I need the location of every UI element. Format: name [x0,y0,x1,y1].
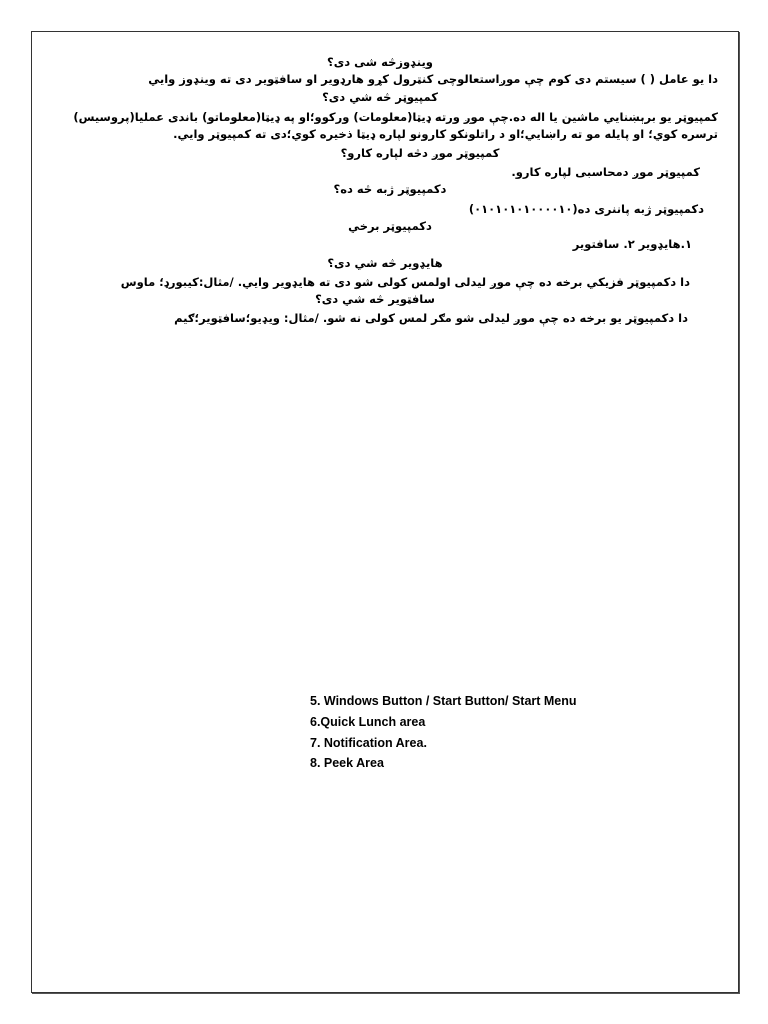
text-computer-use: کمپیوټر موږ دمحاسبی لپاره کارو. [511,165,700,179]
heading-computer-language: دکمپیوټر ژبه څه ده؟ [333,182,447,196]
heading-computer-parts: دکمپیوټر برخي [348,219,432,233]
heading-what-is-software: سافټویر څه شي دی؟ [315,292,435,306]
text-hardware-definition: دا دکمپیوټر فزیکي برخه ده چې موږ لیدلی اولمس کولی شو دی ته هایډویر وایي. /مثال:کیبورډ؛ ماوس [120,275,690,289]
heading-computer-use: کمپیوټر موږ دڅه لپاره کارو؟ [340,146,500,160]
heading-what-is-hardware: هایډویر څه شي دی؟ [327,256,443,270]
text-computer-parts-list: ۱.هایډویر ۲. سافتویر [572,237,692,251]
text-computer-definition-2: ترسره کوي؛ او پایله مو ته راښايي؛او د راتلونکو کارونو لپاره ډیټا ذخیره کوي؛دی ته کمپیوټر وايي. [173,127,718,141]
text-computer-language: دکمپیوټر ژبه پاننری ده(۰۱۰۱۰۱۰۱۰۰۰۰۱۰) [468,202,704,216]
text-software-definition: دا دکمپیوټر یو برخه ده چې موږ لیدلی شو مګر لمس کولی نه شو. /مثال: ویډیو؛سافټویر؛ګیم [174,311,688,325]
list-item-notification-area: 7. Notification Area. [310,736,427,750]
heading-what-is-windows: وينډوزڅه شی دی؟ [327,55,433,69]
text-computer-definition-1: کمپیوټر یو برېښنايي ماشین یا اله ده.چې موږ ورته ډیټا(معلومات) ورکوو؛او په ډیټا(معلوماتو) باندی عملیا(پروسیس) [73,110,718,124]
list-item-windows-button: 5. Windows Button / Start Button/ Start Menu [310,694,577,708]
text-windows-definition: دا یو عامل ( ) سیستم دی کوم چې موږاستعالوچی کنټرول کړو هارډویر او سافټویر دی ته وینډوز وایي [148,72,718,86]
list-item-quick-launch: 6.Quick Lunch area [310,715,426,729]
list-item-peek-area: 8. Peek Area [310,756,384,770]
heading-what-is-computer: کمپیوټر څه شي دی؟ [322,90,438,104]
